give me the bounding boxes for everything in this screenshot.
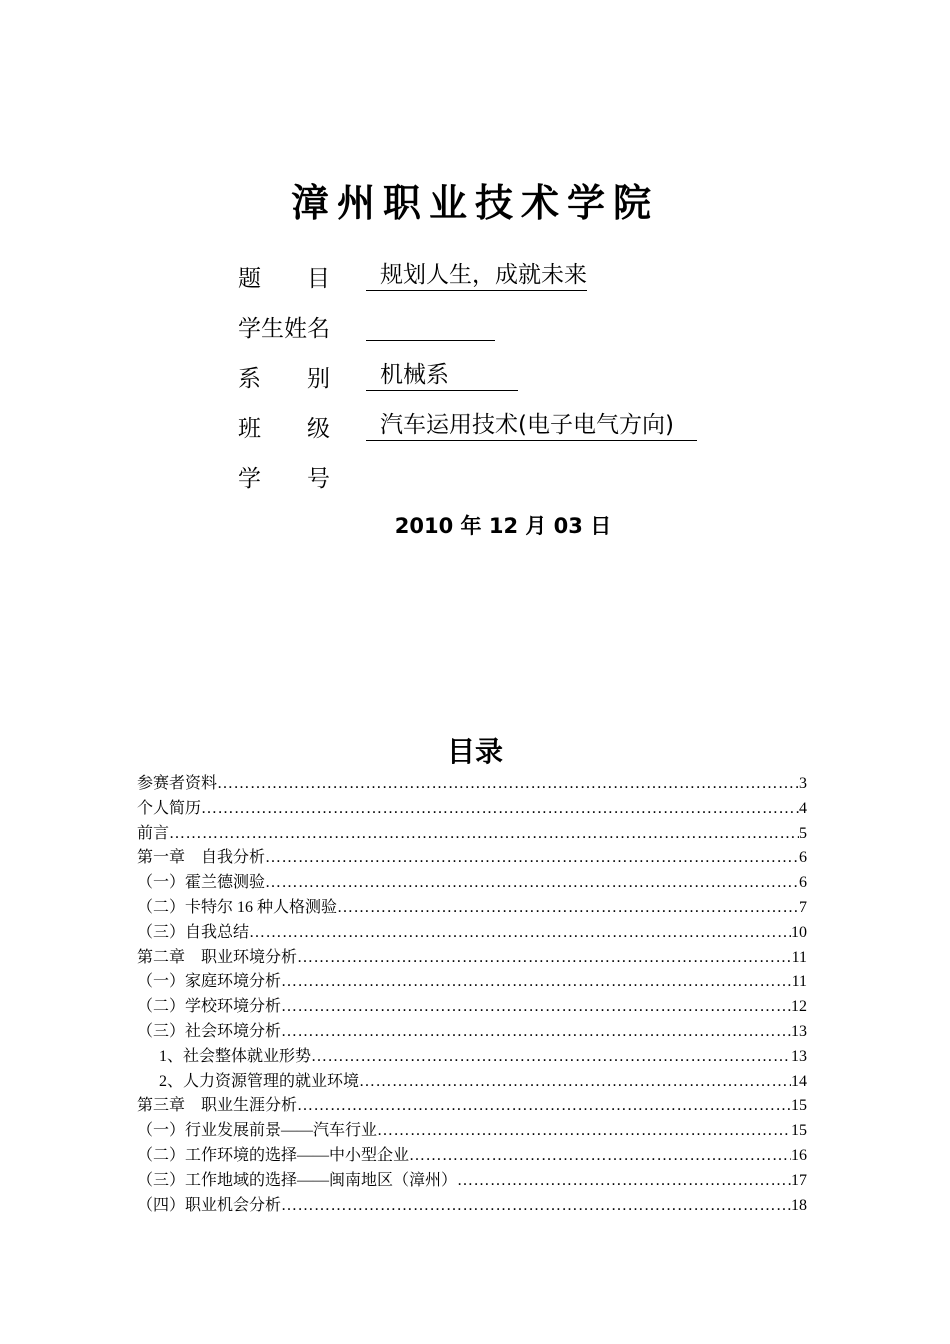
field-department-label: 系 别 [238, 366, 330, 392]
toc-entry-page: 13 [791, 1022, 807, 1040]
toc-leader [337, 896, 799, 921]
toc-entry [137, 772, 807, 797]
toc-entry-text: 前言 [137, 824, 170, 842]
toc-leader [297, 1094, 791, 1119]
toc-entry-page: 11 [791, 973, 807, 991]
toc-entry-page: 14 [791, 1072, 807, 1090]
toc-entry-text: （一）行业发展前景——汽车行业 [137, 1122, 378, 1140]
toc-leader [377, 1119, 791, 1144]
toc-entry [137, 896, 807, 921]
field-class-label: 班 级 [238, 416, 330, 442]
toc-leader [265, 846, 799, 871]
field-student-id-label: 学 号 [238, 466, 330, 492]
toc-entry-page: 7 [799, 898, 807, 916]
toc-entry-page: 15 [791, 1122, 807, 1140]
toc-entry-page: 6 [799, 849, 807, 867]
school-title: 漳州职业技术学院 [290, 180, 659, 225]
toc-leader [201, 797, 799, 822]
toc-entry-text: （三）自我总结 [137, 923, 250, 941]
toc-leader [311, 1045, 791, 1070]
toc-entry-text: （一）霍兰德测验 [137, 874, 266, 892]
toc-entry-page: 6 [799, 874, 807, 892]
toc-entry [137, 871, 807, 896]
toc-entry-page: 17 [791, 1171, 807, 1189]
toc-entry [137, 797, 807, 822]
toc-leader [281, 1194, 791, 1219]
toc-entry [137, 995, 807, 1020]
toc-leader [265, 871, 799, 896]
table-of-contents [137, 772, 807, 1218]
toc-entry-text: 参赛者资料 [137, 775, 218, 792]
toc-entry-page: 12 [791, 998, 807, 1016]
toc-leader [217, 772, 799, 797]
toc-entry-page: 10 [791, 923, 807, 941]
toc-entry-text: （二）学校环境分析 [137, 998, 282, 1016]
toc-entry [137, 970, 807, 995]
toc-entry [137, 1194, 807, 1219]
toc-entry-text: 个人简历 [137, 799, 202, 817]
field-student-name-label: 学生姓名 [238, 316, 330, 342]
field-class-value: 汽车运用技术(电子电气方向) [366, 410, 697, 441]
toc-entry-text: （二）卡特尔 16 种人格测验 [137, 898, 338, 916]
toc-entry-page: 5 [799, 824, 807, 842]
toc-entry-text: 第二章 职业环境分析 [137, 948, 298, 966]
toc-entry-text: 第一章 自我分析 [137, 849, 266, 867]
toc-entry-page: 3 [799, 775, 807, 792]
toc-leader [457, 1169, 791, 1194]
toc-leader [249, 921, 791, 946]
toc-entry [137, 1020, 807, 1045]
toc-entry [137, 1070, 807, 1095]
toc-entry-page: 16 [791, 1146, 807, 1164]
toc-title: 目录 [446, 735, 503, 768]
toc-entry-text: （一）家庭环境分析 [137, 973, 282, 991]
toc-entry-page: 15 [791, 1097, 807, 1115]
toc-entry [137, 846, 807, 871]
toc-leader [409, 1144, 791, 1169]
toc-entry [137, 1094, 807, 1119]
toc-entry-page: 18 [791, 1196, 807, 1214]
cover-date: 2010 年 12 月 03 日 [394, 514, 612, 538]
toc-entry-text: （三）工作地域的选择——闽南地区（漳州） [137, 1171, 458, 1189]
toc-entry-text: （三）社会环境分析 [137, 1022, 282, 1040]
toc-leader [281, 970, 792, 995]
toc-leader [281, 1020, 791, 1045]
toc-leader [359, 1070, 791, 1095]
toc-entry-text: 2、人力资源管理的就业环境 [159, 1072, 360, 1090]
toc-entry-page: 13 [791, 1047, 807, 1065]
toc-leader [297, 946, 792, 971]
field-student-name-value [366, 310, 495, 341]
toc-entry [137, 1144, 807, 1169]
toc-entry [137, 822, 807, 847]
toc-entry [137, 921, 807, 946]
toc-entry-text: 1、社会整体就业形势 [159, 1047, 312, 1065]
toc-leader [281, 995, 791, 1020]
toc-entry-text: （四）职业机会分析 [137, 1196, 282, 1214]
toc-entry [137, 1045, 807, 1070]
toc-entry-text: 第三章 职业生涯分析 [137, 1097, 298, 1115]
toc-entry [137, 1119, 807, 1144]
field-department-value: 机械系 [366, 360, 518, 391]
toc-entry-page: 11 [791, 948, 807, 966]
toc-entry-page: 4 [799, 799, 807, 817]
field-topic-label: 题 目 [238, 266, 330, 292]
toc-entry [137, 1169, 807, 1194]
toc-entry-text: （二）工作环境的选择——中小型企业 [137, 1146, 410, 1164]
field-topic-value: 规划人生，成就未来 [366, 260, 587, 291]
toc-leader [169, 822, 799, 847]
toc-entry [137, 946, 807, 971]
